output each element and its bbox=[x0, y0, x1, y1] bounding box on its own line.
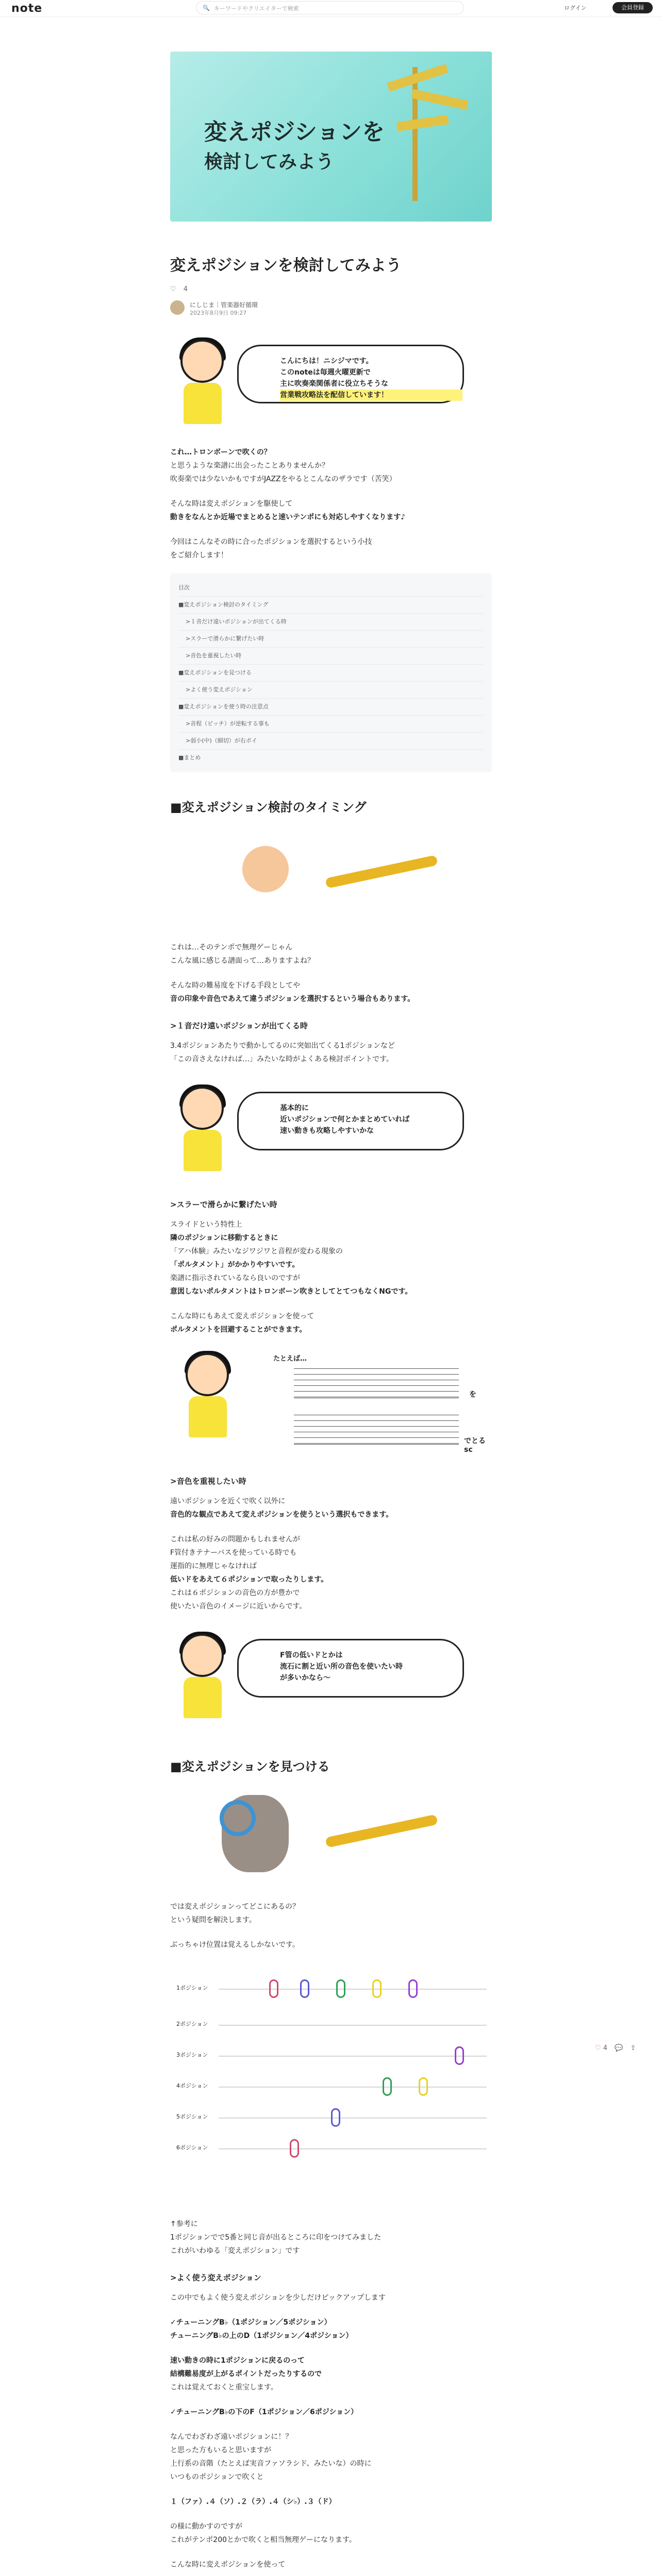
paragraph: スライドという特性上 隣のポジションに移動するときに 「アハ体験」みたいなジワジワと音程が変わる現象の 「ポルタメント」がかかりやすいです。 楽譜に指示されているなら良いのですが 意図しないポルタメントはトロンボーン吹きとしてとてつもなくNGです。 bbox=[170, 1221, 412, 1296]
position-row: 5ポジション bbox=[176, 2112, 486, 2124]
section-heading: ■変えポジションを見つける bbox=[170, 1759, 330, 1774]
speech-illustration bbox=[170, 1081, 492, 1184]
paragraph: では変えポジションってどこにあるの？ という疑問を解決します。 bbox=[170, 1903, 300, 1924]
paragraph: これは私の好みの問題かもしれませんが F管付きテナーバスを使っている時でも 運指的に無理じゃなければ 低いドをあえて６ポジションで取ったりします。 これは６ポジションの音色の方が豊かで 使いたい音色のイメージに近いからです。 bbox=[170, 1535, 328, 1611]
speech-illustration bbox=[170, 1629, 492, 1732]
sub-heading: >１音だけ遠いポジションが出てくる時 bbox=[170, 1021, 308, 1030]
toc-item[interactable]: ■変えポジションを使う時の注意点 bbox=[178, 699, 484, 716]
paragraph: ↑参考に 1ポジションでで5番と同じ音が出るところに印をつけてみました これがいわゆる「変えポジション」です bbox=[170, 2220, 382, 2255]
worried-face-icon bbox=[242, 846, 289, 892]
signup-button[interactable]: 会員登録 bbox=[613, 2, 653, 13]
paragraph: 3.4ポジションあたりで動かしてるのに突如出てくる1ポジションなど 「この音さえなければ…」みたいな時がよくある検討ポイントです。 bbox=[170, 1042, 395, 1063]
score-example-illustration bbox=[170, 1348, 492, 1461]
article-column bbox=[170, 52, 492, 2576]
score-caption: でとるsc bbox=[464, 1437, 486, 1454]
paragraph: ✓チューニングB♭の下のF（1ポジション／6ポジション） bbox=[170, 2408, 358, 2416]
character-illustration bbox=[175, 1353, 239, 1440]
hero-title-line1: 変えポジションを bbox=[204, 119, 385, 145]
sub-heading: >よく使う変えポジション bbox=[170, 2273, 261, 2282]
trombone-icon bbox=[325, 855, 438, 888]
speech-bubble: F管の低いドとかは 流石に割と近い所の音色を使いたい時 が多いかなら〜 bbox=[237, 1639, 464, 1698]
position-row: 1ポジション bbox=[176, 1984, 486, 1995]
trombone-illustration bbox=[170, 825, 492, 928]
like-count: 4 bbox=[183, 285, 188, 293]
score-caption: たとえば… bbox=[273, 1355, 307, 1363]
side-action-bar bbox=[595, 2044, 636, 2052]
cat-trombone-illustration bbox=[170, 1785, 492, 1888]
paragraph: 遠いポジションを近くで吹く以外に 音色的な観点であえて変えポジションを使うという選択もできます。 bbox=[170, 1497, 393, 1519]
toc-item[interactable]: >スラーで滑らかに繋げたい時 bbox=[178, 631, 484, 648]
section-heading: ■変えポジション検討のタイミング bbox=[170, 800, 367, 815]
speech-bubble: 基本的に 近いポジションで何とかまとめていれば 速い動きも攻略しやすいかな bbox=[237, 1092, 464, 1150]
paragraph: こんな時に変えポジションを使って bbox=[170, 2561, 286, 2569]
paragraph: １（ファ）.４（ソ）.２（ラ）.４（シ♭）.３（ド） bbox=[170, 2498, 336, 2506]
paragraph: この中でもよく使う変えポジションを少しだけピックアップします bbox=[170, 2294, 386, 2302]
toc-item[interactable]: ■変えポジションを見つける bbox=[178, 665, 484, 682]
heart-icon[interactable]: ♡ bbox=[595, 2044, 601, 2052]
toc-item[interactable]: >弱小(中)（細切）が右ポイ bbox=[178, 733, 484, 750]
character-illustration bbox=[170, 1087, 234, 1174]
score-caption: を bbox=[469, 1391, 476, 1399]
hero-image bbox=[170, 52, 492, 222]
paragraph: なんでわざわざ遠いポジションに！？ と思った方もいると思いますが 上行系の音階（たとえば実音ファソラシド、みたいな）の時に いつものポジションで吹くと bbox=[170, 2433, 372, 2481]
paragraph: そんな時の難易度を下げる手段としてや 音の印象や音色であえて違うポジションを選択するという場合もあります。 bbox=[170, 981, 415, 1003]
position-row: 3ポジション bbox=[176, 2050, 486, 2062]
music-staff-icon bbox=[294, 1368, 459, 1398]
sub-heading: >音色を重視したい時 bbox=[170, 1477, 246, 1486]
toc-title[interactable]: 目次 bbox=[178, 580, 484, 597]
signpost-arm-icon bbox=[411, 89, 468, 110]
paragraph: これは…そのテンポで無理ゲーじゃん こんな風に感じる譜面って…ありますよね？ bbox=[170, 943, 315, 965]
paragraph: の様に動かすのですが これがテンポ200とかで吹くと相当無理ゲーになります。 bbox=[170, 2522, 356, 2544]
character-illustration bbox=[170, 340, 234, 427]
hero-title-line2: 検討してみよう bbox=[204, 151, 335, 173]
paragraph: ✓チューニングB♭（1ポジション／5ポジション） チューニングB♭の上のD（1ポジション／4ポジション） bbox=[170, 2318, 353, 2340]
music-staff-icon bbox=[294, 1415, 459, 1445]
position-row: 4ポジション bbox=[176, 2081, 486, 2093]
search-input[interactable] bbox=[196, 1, 464, 14]
top-navbar bbox=[0, 0, 662, 17]
paragraph: 今回はこんなその時に合ったポジションを選択するという小技 をご紹介します！ bbox=[170, 538, 372, 560]
position-row: 6ポジション bbox=[176, 2143, 486, 2155]
sub-heading: >スラーで滑らかに繋げたい時 bbox=[170, 1200, 277, 1209]
publish-date: 2023年8月9日 09:27 bbox=[190, 310, 247, 316]
trombone-icon bbox=[325, 1814, 438, 1848]
heart-icon[interactable]: ♡ bbox=[170, 285, 176, 293]
login-link[interactable]: ログイン bbox=[564, 5, 587, 11]
toc-item[interactable]: >１音だけ遠いポジションが出てくる時 bbox=[178, 614, 484, 631]
character-illustration bbox=[170, 1634, 234, 1721]
search-placeholder: キーワードやクリエイターで検索 bbox=[214, 5, 299, 12]
author-block[interactable] bbox=[170, 300, 492, 319]
author-name[interactable]: にしじま｜管楽器好循環 bbox=[190, 301, 258, 309]
comment-icon[interactable]: 💬 bbox=[615, 2044, 623, 2052]
avatar[interactable] bbox=[170, 300, 185, 315]
toc-item[interactable]: ■変えポジション検討のタイミング bbox=[178, 597, 484, 614]
toc-item[interactable]: ■まとめ bbox=[178, 754, 201, 761]
paragraph: そんな時は変えポジションを駆使して 動きをなんとか近場でまとめると速いテンポにも対応しやすくなります♪ bbox=[170, 500, 406, 521]
paragraph: ぶっちゃけ位置は覚えるしかないです。 bbox=[170, 1941, 300, 1949]
like-count-row bbox=[170, 285, 492, 293]
signpost-arm-icon bbox=[396, 115, 449, 131]
side-like-count: 4 bbox=[603, 2044, 608, 2052]
share-icon[interactable]: ⇪ bbox=[630, 2044, 636, 2052]
toc-item[interactable]: >音程（ピッチ）が逆転する事も bbox=[178, 716, 484, 733]
note-logo[interactable]: note bbox=[11, 2, 43, 15]
speech-bubble: こんにちは！ニシジマです。 このnoteは毎週火曜更新で 主に吹奏楽関係者に役立ちそうな 営業戦攻略法を配信しています！ bbox=[237, 345, 464, 403]
magnifier-icon bbox=[220, 1800, 256, 1836]
article-title: 変えポジションを検討してみよう bbox=[170, 257, 402, 275]
paragraph: こんな時にもあえて変えポジションを使って ポルタメントを回避することができます。 bbox=[170, 1312, 315, 1334]
paragraph: 速い動きの時に1ポジションに戻るのって 結構難易度が上がるポイントだったりするので これは覚えておくと重宝します。 bbox=[170, 2357, 322, 2392]
paragraph: これ…トロンボーンで吹くの？ と思うような楽譜に出会ったことありませんか？ 吹奏楽では少ないかもですがJAZZをやるとこんなのザラです（苦笑） bbox=[170, 448, 396, 483]
intro-speech-illustration bbox=[170, 334, 492, 437]
position-row: 2ポジション bbox=[176, 2020, 486, 2031]
signpost-arm-icon bbox=[387, 64, 449, 92]
signpost-pole-icon bbox=[412, 67, 418, 201]
position-chart-image bbox=[170, 1963, 492, 2205]
table-of-contents bbox=[170, 573, 492, 772]
search-icon: 🔍 bbox=[203, 5, 210, 11]
toc-item[interactable]: >よく使う変えポジション bbox=[178, 682, 484, 699]
toc-item[interactable]: >音色を重視したい時 bbox=[178, 648, 484, 665]
